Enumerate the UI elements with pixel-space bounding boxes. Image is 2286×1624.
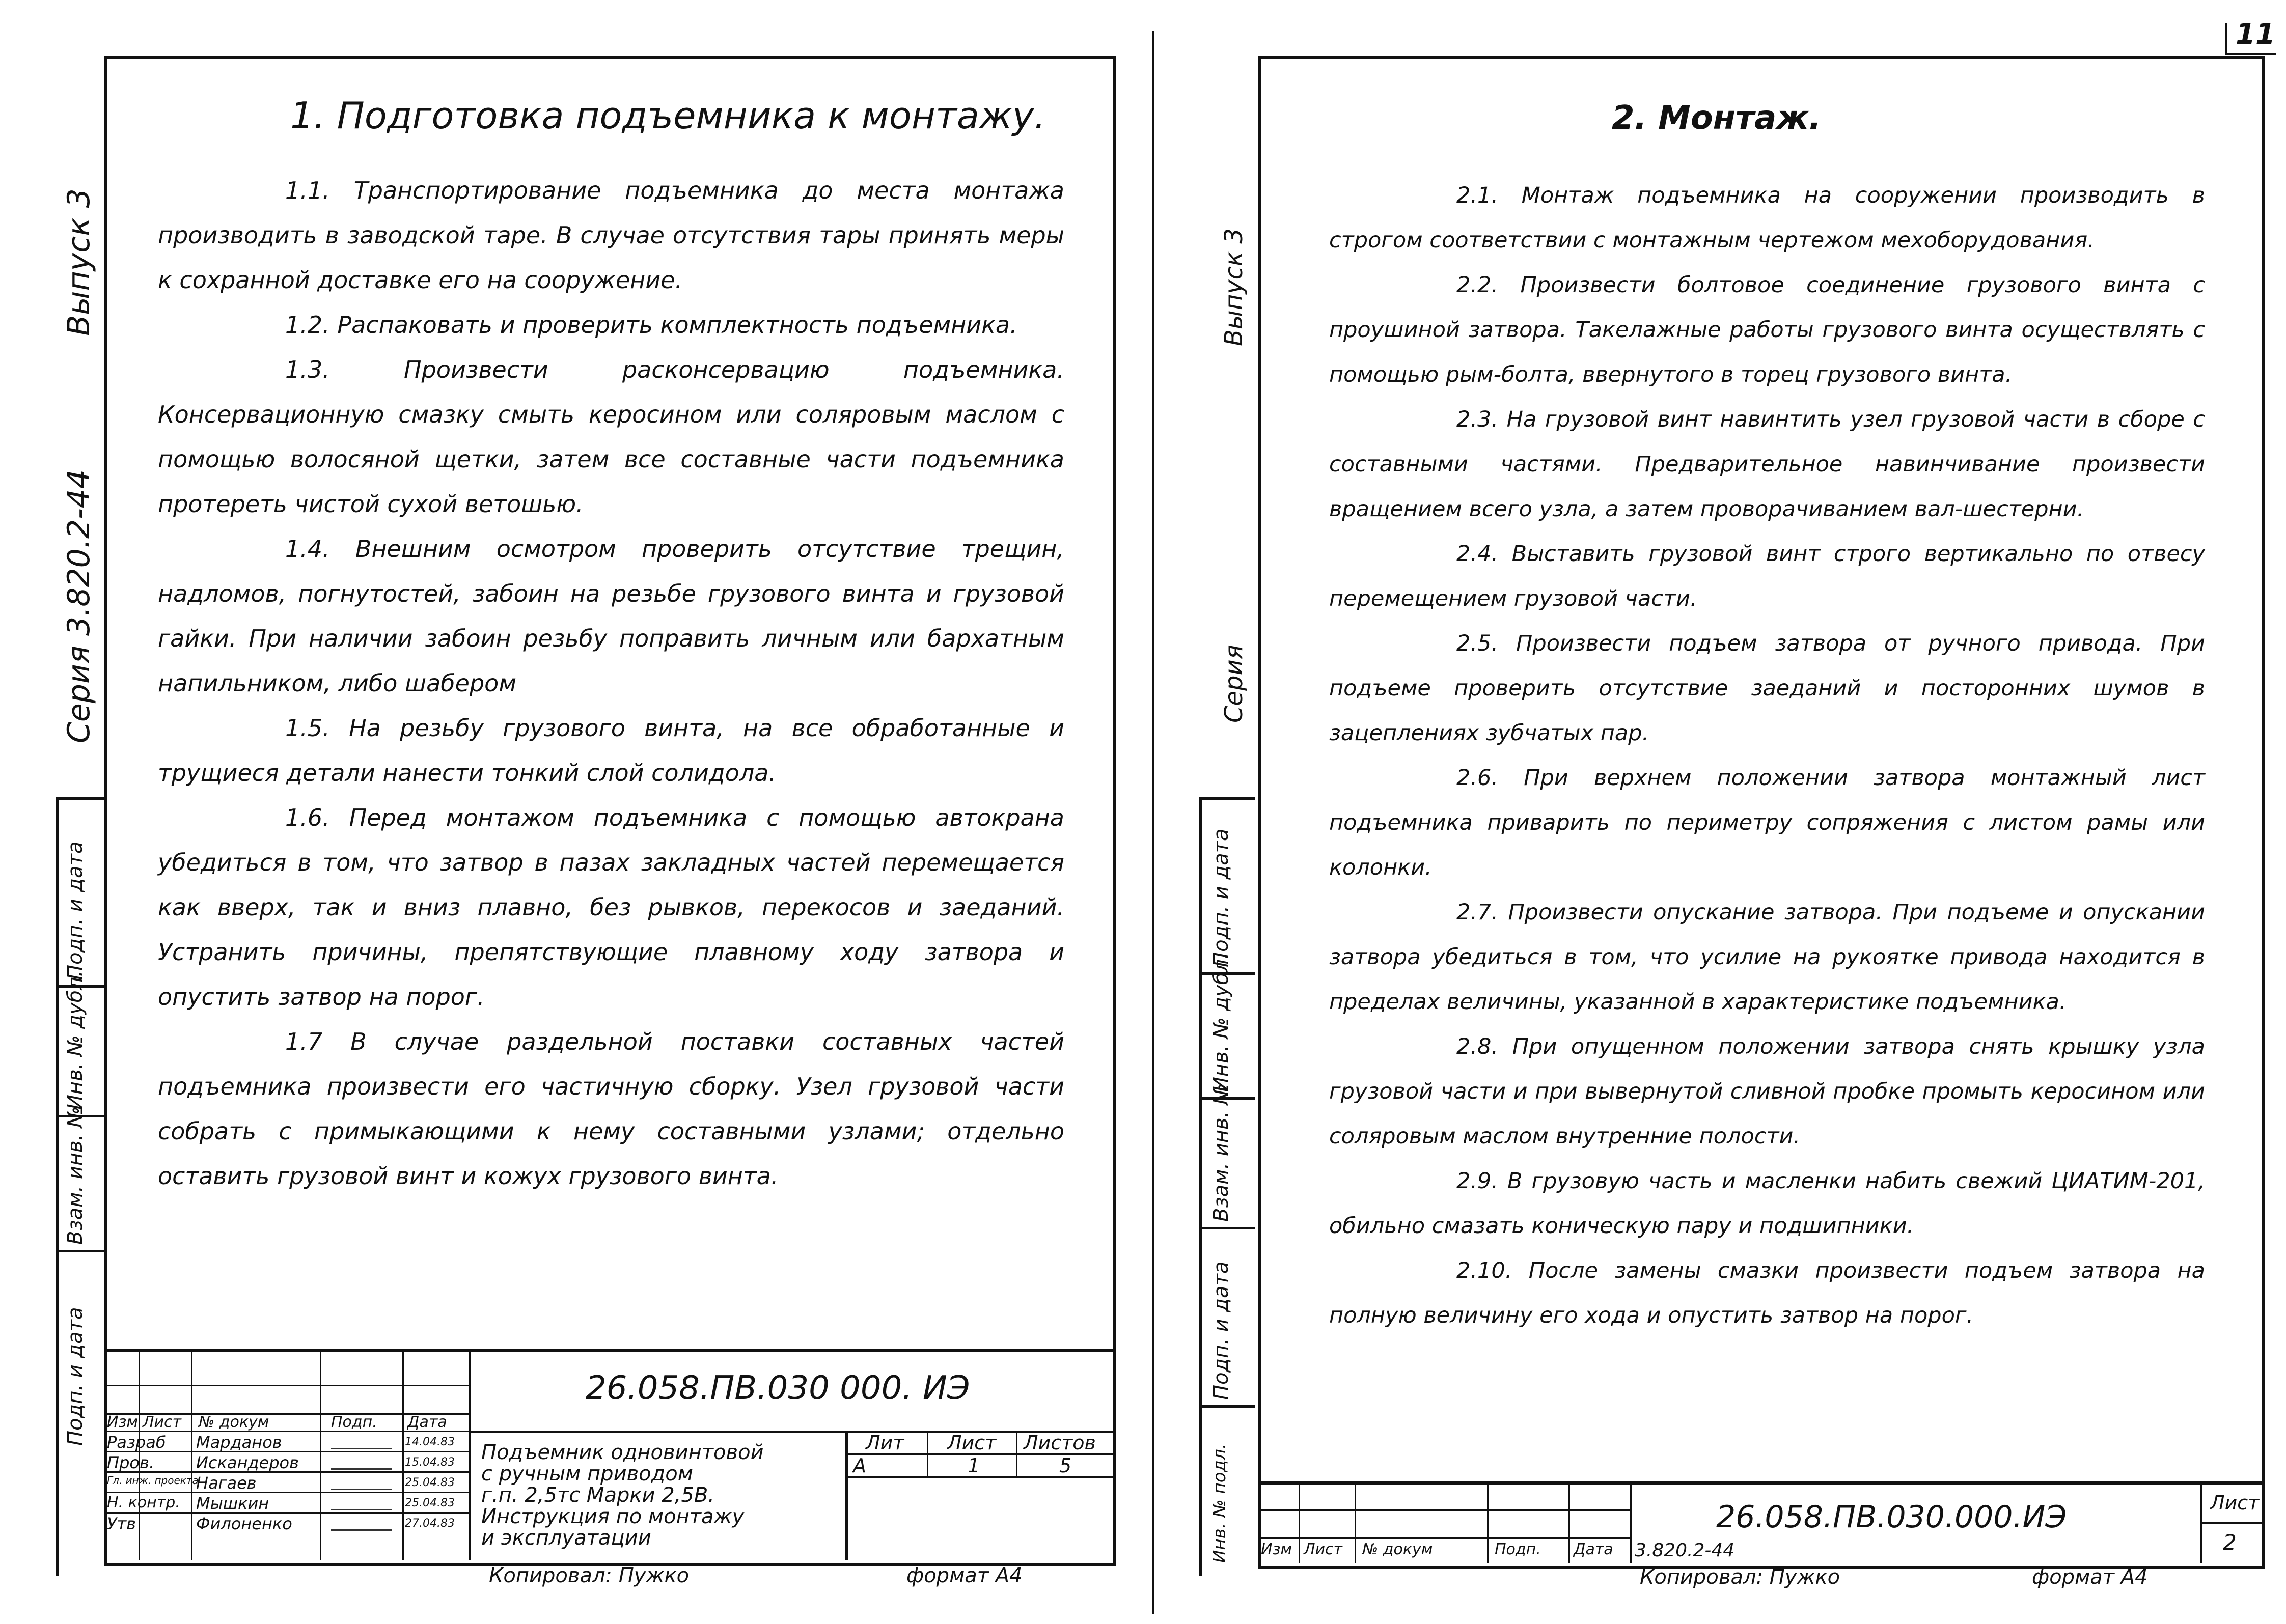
right-paragraph-2-4: 2.4. Выставить грузовой винт строго вертикально по отвесу перемещением грузовой части. <box>1329 541 2205 611</box>
left-side-box-4: Подп. и дата <box>64 1307 87 1446</box>
left-sheet-label: Лист <box>947 1432 997 1454</box>
left-role-4: Н. контр. <box>107 1494 180 1511</box>
left-paragraph-1-1: 1.1. Транспортирование подъемника до места монтажа производить в заводской таре. В случае отсутствия тары принять меры к сохранной доставке его на сооружение. <box>158 177 1064 294</box>
right-series-code: 3.820.2-44 <box>1635 1540 1735 1561</box>
left-signature-3 <box>331 1473 392 1490</box>
right-paragraph-2-9: 2.9. В грузовую часть и масленки набить свежий ЦИАТИМ-201, обильно смазать коническую пару и подшипники. <box>1329 1168 2205 1239</box>
left-sheet-value: 1 <box>968 1454 980 1477</box>
left-desc-1: Подъемник одновинтовой <box>481 1441 764 1464</box>
right-header-sign: Подп. <box>1495 1541 1541 1558</box>
right-header-doc: № докум <box>1362 1541 1433 1558</box>
left-date-2: 15.04.83 <box>405 1456 455 1469</box>
left-side-box-1: Подп. и дата <box>64 841 87 980</box>
left-role-3: Гл. инж. проекта <box>107 1474 199 1487</box>
right-header-izm: Изм <box>1261 1541 1292 1558</box>
left-name-3: Нагаев <box>196 1473 257 1493</box>
left-role-2: Пров. <box>107 1453 154 1472</box>
right-footer-format: формат А4 <box>2032 1565 2148 1589</box>
left-desc-2: с ручным приводом <box>481 1462 693 1486</box>
right-sheet-value: 2 <box>2223 1530 2237 1555</box>
right-side-box-1: Подп. и дата <box>1209 828 1233 967</box>
left-desc-3: г.п. 2,5тс Марки 2,5В. <box>481 1483 714 1507</box>
left-date-3: 25.04.83 <box>405 1476 455 1489</box>
left-name-4: Мышкин <box>196 1494 269 1513</box>
left-section-title: 1. Подготовка подъемника к монтажу. <box>290 94 1046 137</box>
right-body <box>1329 173 2205 1338</box>
right-paragraph-2-3: 2.3. На грузовой винт навинтить узел грузовой части в сборе с составными частями. Предварительное навинчивание произвести вращением всего узла, а затем проворачиванием вал-шестерни. <box>1329 407 2205 522</box>
left-header-date: Дата <box>407 1413 447 1431</box>
left-side-series: Серия 3.820.2-44 <box>61 469 97 743</box>
right-paragraph-2-2: 2.2. Произвести болтовое соединение грузового винта с проушиной затвора. Такелажные работы грузового винта осуществлять с помощью рым-болта, ввернутого в торец грузового винта. <box>1329 272 2205 387</box>
right-side-series: Серия <box>1220 645 1248 723</box>
left-lit-label: Лит <box>866 1432 904 1454</box>
right-side-box-2: Инв. № дубл. <box>1209 953 1233 1092</box>
right-header-date: Дата <box>1574 1541 1613 1558</box>
left-paragraph-1-7: 1.7 В случае раздельной поставки составных частей подъемника произвести его частичную сборку. Узел грузовой части собрать с примыкающими к нему составными узлами; отдельно оставить грузовой винт и кожух грузового винта. <box>158 1028 1064 1190</box>
right-footer-copied: Копировал: Пужко <box>1640 1565 1840 1589</box>
right-side-issue: Выпуск 3 <box>1220 228 1248 346</box>
right-section-title: 2. Монтаж. <box>1612 99 1822 137</box>
left-header-izm: Изм <box>107 1413 139 1431</box>
left-sheets-label: Листов <box>1024 1432 1096 1454</box>
left-signature-5 <box>331 1514 392 1531</box>
left-paragraph-1-5: 1.5. На резьбу грузового винта, на все обработанные и трущиеся детали нанести тонкий слой солидола. <box>158 714 1064 787</box>
right-side-box-3: Взам. инв. № <box>1209 1083 1233 1222</box>
right-paragraph-2-10: 2.10. После замены смазки произвести подъем затвора на полную величину его хода и опустить затвор на порог. <box>1329 1258 2205 1328</box>
left-signature-1 <box>331 1433 392 1449</box>
left-paragraph-1-4: 1.4. Внешним осмотром проверить отсутствие трещин, надломов, погнутостей, забоин на резьбе грузового винта и грузовой гайки. При наличии забоин резьбу поправить личным или бархатным напильником, либо шабером <box>158 535 1064 697</box>
left-side-issue: Выпуск 3 <box>61 188 97 336</box>
left-side-box-3: Взам. инв. № <box>64 1106 87 1245</box>
page-number: 11 <box>2236 18 2275 51</box>
right-paragraph-2-5: 2.5. Произвести подъем затвора от ручного привода. При подъеме проверить отсутствие заеданий и посторонних шумов в зацеплениях зубчатых пар. <box>1329 631 2205 746</box>
left-paragraph-1-6: 1.6. Перед монтажом подъемника с помощью автокрана убедиться в том, что затвор в пазах закладных частей перемещается как вверх, так и вниз плавно, без рывков, перекосов и заеданий. Устранить причины, препятствующие плавному ходу затвора и опустить затвор на порог. <box>158 804 1064 1011</box>
left-role-5: Утв <box>107 1514 136 1533</box>
left-doc-code: 26.058.ПВ.030 000. ИЭ <box>586 1369 970 1407</box>
page-number-box-left <box>2225 23 2227 53</box>
left-sheets-value: 5 <box>1059 1454 1072 1477</box>
left-name-1: Марданов <box>196 1433 282 1452</box>
left-date-4: 25.04.83 <box>405 1497 455 1509</box>
right-paragraph-2-1: 2.1. Монтаж подъемника на сооружении производить в строгом соответствии с монтажным чертежом мехоборудования. <box>1329 183 2205 253</box>
left-signature-2 <box>331 1453 392 1470</box>
left-body <box>158 168 1064 1198</box>
left-header-list: Лист <box>143 1413 182 1431</box>
left-header-doc: № докум <box>199 1413 269 1431</box>
right-side-box-4: Подп. и дата <box>1209 1261 1233 1400</box>
left-paragraph-1-2: 1.2. Распаковать и проверить комплектность подъемника. <box>285 311 1017 339</box>
left-date-1: 14.04.83 <box>405 1436 455 1448</box>
left-role-1: Разраб <box>107 1433 166 1452</box>
page-number-rule <box>2225 53 2276 55</box>
left-name-2: Искандеров <box>196 1453 299 1472</box>
left-paragraph-1-3: 1.3. Произвести расконсервацию подъемника. Консервационную смазку смыть керосином или соляровым маслом с помощью волосяной щетки, затем все составные части подъемника протереть чистой сухой ветошью. <box>158 356 1064 518</box>
fold-line <box>1152 31 1154 1614</box>
right-paragraph-2-7: 2.7. Произвести опускание затвора. При подъеме и опускании затвора убедиться в том, что усилие на рукоятке привода находится в пределах величины, указанной в характеристике подъемника. <box>1329 900 2205 1015</box>
right-paragraph-2-6: 2.6. При верхнем положении затвора монтажный лист подъемника приварить по периметру сопряжения с листом рамы или колонки. <box>1329 765 2205 880</box>
left-date-5: 27.04.83 <box>405 1517 455 1530</box>
left-side-box-2: Инв. № дубл. <box>64 970 87 1110</box>
left-header-sign: Подп. <box>331 1413 377 1431</box>
left-signature-4 <box>331 1494 392 1510</box>
right-doc-code: 26.058.ПВ.030.000.ИЭ <box>1716 1499 2067 1535</box>
left-footer-copied: Копировал: Пужко <box>489 1564 690 1587</box>
left-name-5: Филоненко <box>196 1514 292 1533</box>
right-side-box-5: Инв. № подл. <box>1209 1443 1230 1563</box>
left-desc-4: Инструкция по монтажу <box>481 1505 745 1528</box>
right-sheet-label: Лист <box>2210 1492 2260 1514</box>
left-lit-value: А <box>853 1454 866 1477</box>
right-header-list: Лист <box>1304 1541 1343 1558</box>
left-footer-format: формат А4 <box>906 1564 1023 1587</box>
left-desc-5: и эксплуатации <box>481 1526 651 1550</box>
right-paragraph-2-8: 2.8. При опущенном положении затвора снять крышку узла грузовой части и при вывернутой сливной пробке промыть керосином или соляровым маслом внутренние полости. <box>1329 1034 2205 1149</box>
